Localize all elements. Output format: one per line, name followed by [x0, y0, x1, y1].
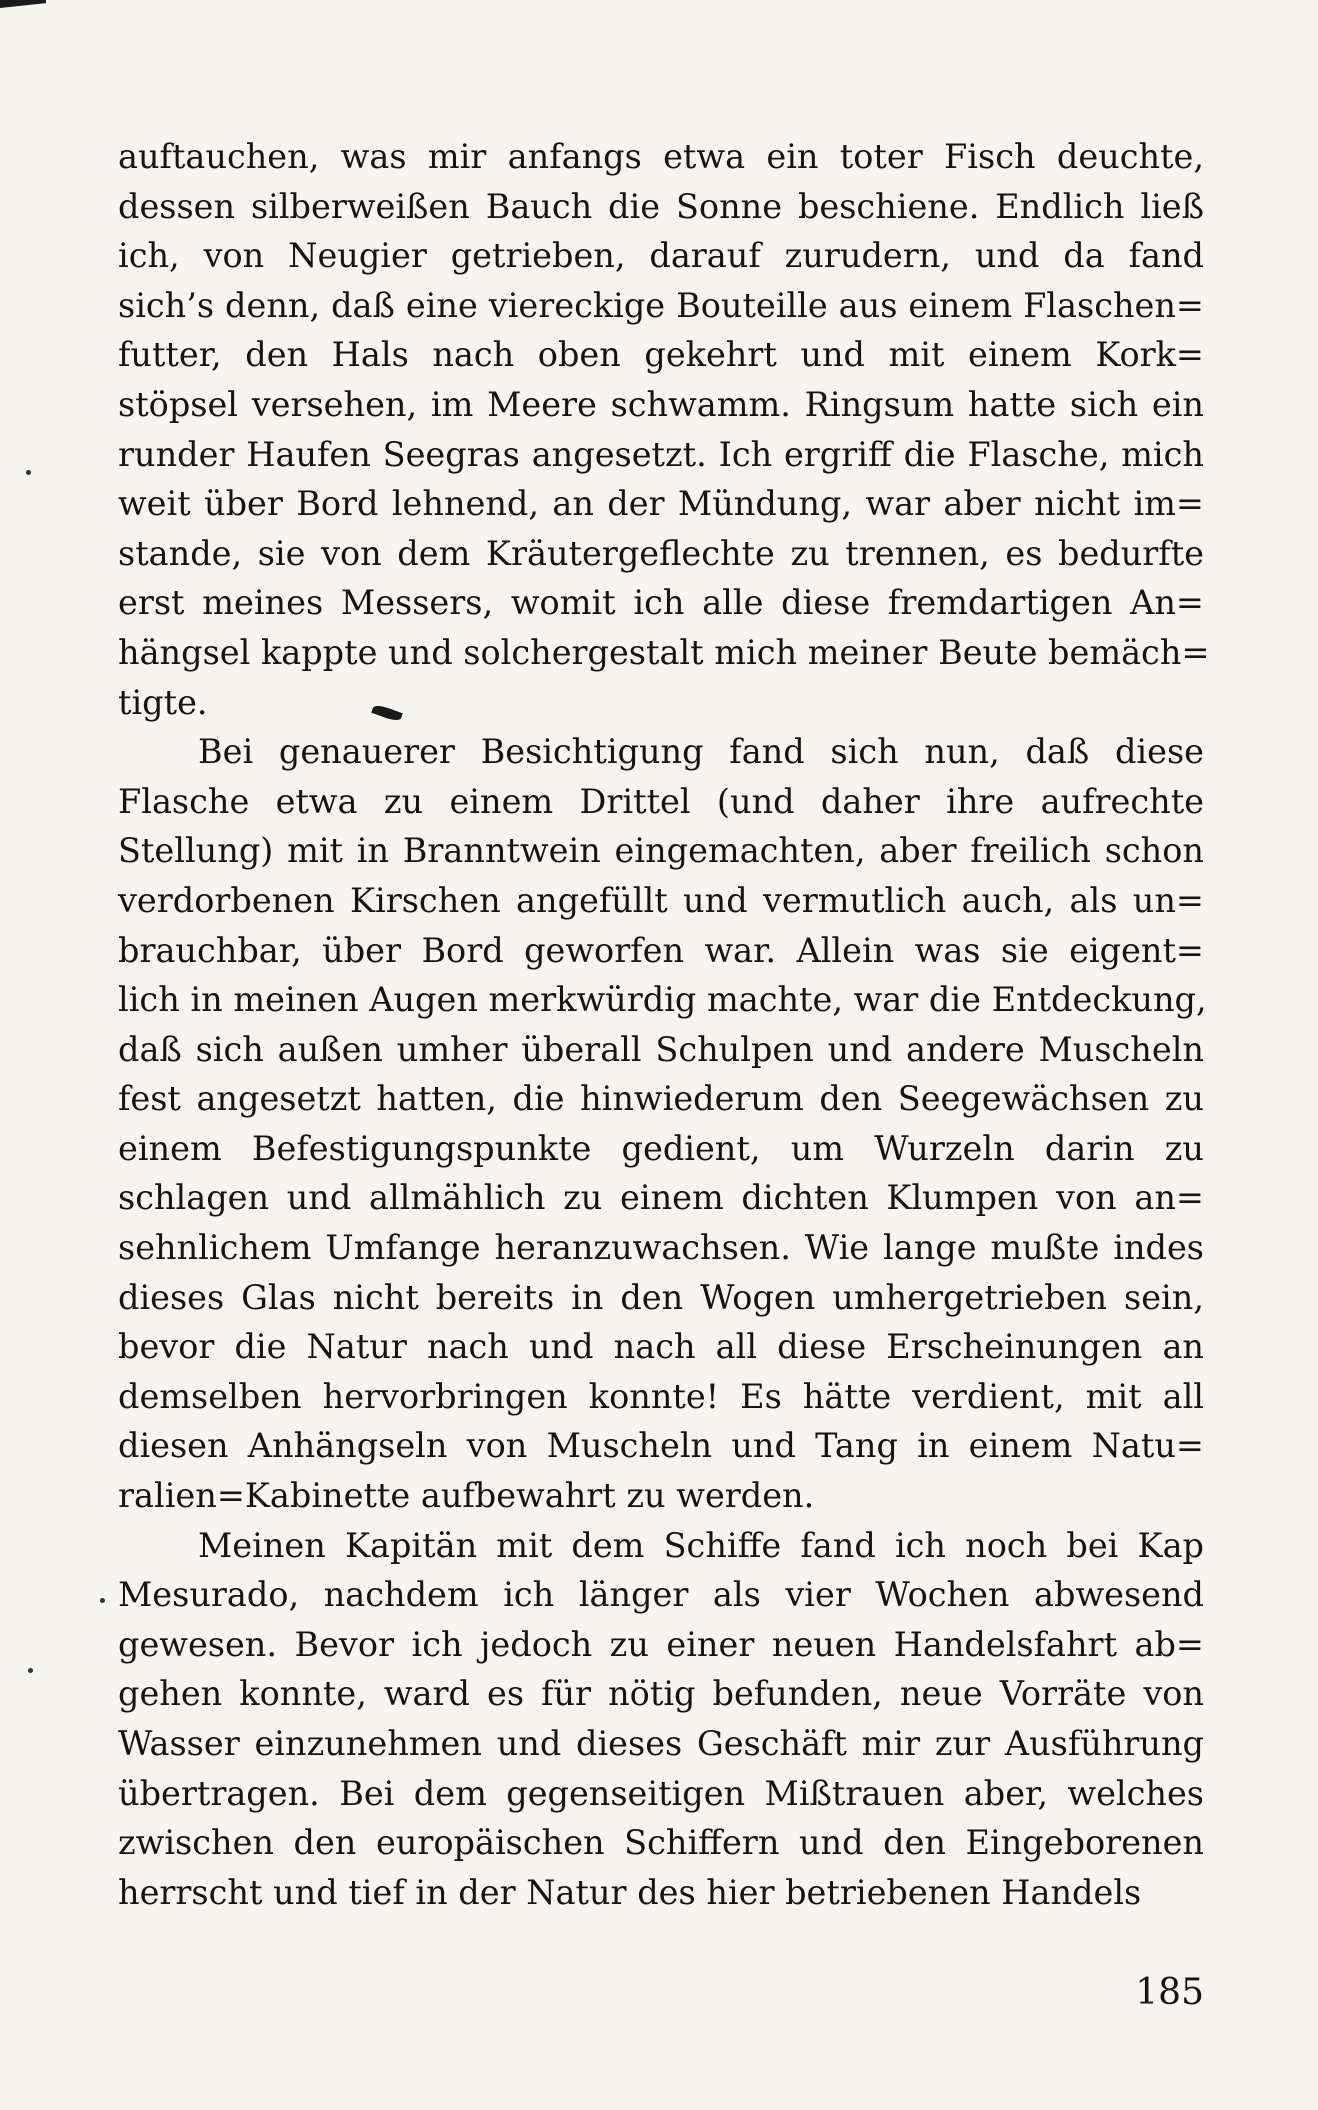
text-line: futter, den Hals nach oben gekehrt und mit einem Kork=	[118, 335, 1204, 375]
text-line: gehen konnte, ward es für nötig befunden, neue Vorräte von	[118, 1674, 1204, 1714]
scan-corner-mark	[0, 0, 46, 8]
text-line: sich’s denn, daß eine viereckige Bouteille aus einem Flaschen=	[118, 285, 1204, 325]
text-line: erst meines Messers, womit ich alle diese fremdartigen An=	[118, 583, 1204, 623]
paragraph	[118, 727, 1207, 1521]
text-line: Flasche etwa zu einem Drittel (und daher ihre aufrechte	[118, 781, 1204, 821]
paragraph	[118, 1521, 1204, 1918]
text-line: ralien=Kabinette aufbewahrt zu werden.	[118, 1476, 815, 1516]
text-line: dieses Glas nicht bereits in den Wogen umhergetrieben sein,	[118, 1277, 1204, 1317]
text-line: fest angesetzt hatten, die hinwiederum den Seegewächsen zu	[118, 1079, 1204, 1119]
text-line: verdorbenen Kirschen angefüllt und vermutlich auch, als un=	[118, 880, 1204, 920]
text-line: Wasser einzunehmen und dieses Geschäft mir zur Ausführung	[118, 1724, 1204, 1763]
text-line: diesen Anhängseln von Muscheln und Tang in einem Natu=	[118, 1426, 1204, 1466]
scan-speck	[26, 470, 31, 475]
text-line: bevor die Natur nach und nach all diese Erscheinungen an	[118, 1327, 1204, 1367]
text-line: demselben hervorbringen konnte! Es hätte verdient, mit all	[118, 1376, 1204, 1416]
text-line: stande, sie von dem Kräutergeflechte zu trennen, es bedurfte	[118, 533, 1204, 573]
scan-speck	[28, 1668, 33, 1673]
text-line: einem Befestigungspunkte gedient, um Wurzeln darin zu	[118, 1128, 1204, 1168]
text-line: sehnlichem Umfange heranzuwachsen. Wie lange mußte indes	[118, 1228, 1204, 1268]
text-line: dessen silberweißen Bauch die Sonne beschiene. Endlich ließ	[118, 186, 1204, 226]
page-number: 185	[1135, 1972, 1204, 2013]
text-line: lich in meinen Augen merkwürdig machte, war die Entdeckung,	[118, 980, 1207, 1020]
text-line: tigte.	[118, 682, 208, 722]
text-line: ich, von Neugier getrieben, darauf zurudern, und da fand	[118, 236, 1204, 276]
text-line: schlagen und allmählich zu einem dichten Klumpen von an=	[118, 1178, 1204, 1218]
text-line: Stellung) mit in Branntwein eingemachten, aber freilich schon	[118, 831, 1204, 871]
text-line: Meinen Kapitän mit dem Schiffe fand ich noch bei Kap	[198, 1525, 1204, 1565]
text-line: übertragen. Bei dem gegenseitigen Mißtrauen aber, welches	[118, 1773, 1204, 1813]
text-line: zwischen den europäischen Schiffern und den Eingeborenen	[118, 1823, 1204, 1863]
text-line: herrscht und tief in der Natur des hier betriebenen Handels	[118, 1872, 1142, 1912]
text-line: Mesurado, nachdem ich länger als vier Wochen abwesend	[118, 1575, 1204, 1615]
text-line: hängsel kappte und solchergestalt mich meiner Beute bemäch=	[118, 632, 1210, 672]
text-line: Bei genauerer Besichtigung fand sich nun, daß diese	[198, 732, 1204, 772]
text-line: stöpsel versehen, im Meere schwamm. Ringsum hatte sich ein	[118, 384, 1204, 424]
paragraph	[118, 132, 1210, 727]
text-line: brauchbar, über Bord geworfen war. Allein was sie eigent=	[118, 930, 1204, 970]
text-line: gewesen. Bevor ich jedoch zu einer neuen Handelsfahrt ab=	[118, 1624, 1204, 1664]
text-line: runder Haufen Seegras angesetzt. Ich ergriff die Flasche, mich	[118, 434, 1204, 474]
text-line: auftauchen, was mir anfangs etwa ein toter Fisch deuchte,	[118, 137, 1204, 176]
scan-speck	[100, 1598, 105, 1603]
page-text	[118, 132, 1210, 1917]
text-line: daß sich außen umher überall Schulpen und andere Muscheln	[118, 1029, 1204, 1069]
text-line: weit über Bord lehnend, an der Mündung, war aber nicht im=	[118, 484, 1204, 524]
